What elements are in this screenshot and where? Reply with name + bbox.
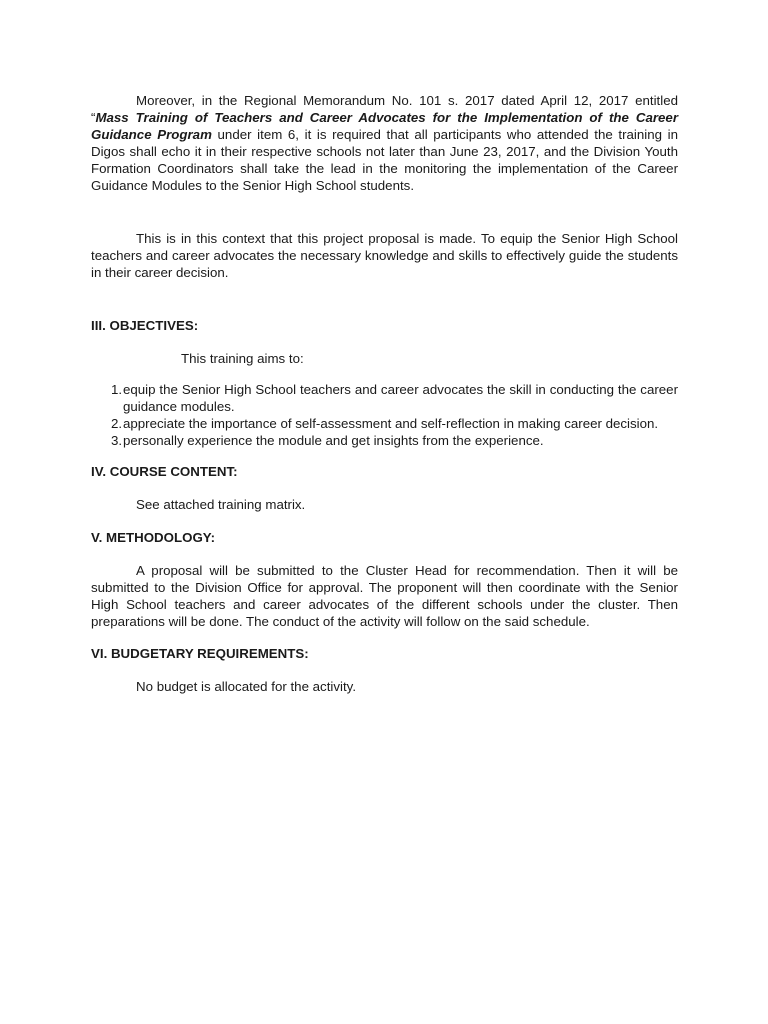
list-item: [91, 381, 678, 415]
methodology-text: A proposal will be submitted to the Cluster Head for recommendation. Then it will be submitted to the Division Office for approval. The proponent will then coordinate with the Senior High School teachers and career advocates of the different schools under the cluster. Then preparations will be done. The conduct of the activity will follow on the said schedule.: [91, 563, 678, 629]
list-item-number: 2.: [111, 416, 123, 431]
memorandum-suffix: under item 6, it is required that all participants who attended the training in Digos shall echo it in their respective schools not later than June 23, 2017, and the Division Youth Formation Coordinators shall take the lead in the monitoring the implementation of the Career Guidance Modules to the Senior High School students.: [91, 127, 678, 193]
list-item-text: appreciate the importance of self-assessment and self-reflection in making career decision.: [123, 416, 659, 431]
course-content-heading: IV. COURSE CONTENT:: [91, 464, 238, 479]
memorandum-paragraph: [91, 92, 678, 194]
list-item-text: personally experience the module and get insights from the experience.: [123, 433, 544, 448]
list-item-number: 3.: [111, 433, 123, 448]
course-content-text: See attached training matrix.: [136, 497, 306, 512]
objectives-list: [91, 381, 678, 449]
objectives-heading: III. OBJECTIVES:: [91, 318, 199, 333]
budget-text: No budget is allocated for the activity.: [136, 679, 357, 694]
methodology-heading: V. METHODOLOGY:: [91, 530, 216, 545]
memorandum-prefix: Moreover, in the Regional Memorandum No. 101 s. 2017 dated April 12, 2017 entitled “: [91, 93, 678, 125]
list-item: [91, 432, 678, 449]
budget-heading: VI. BUDGETARY REQUIREMENTS:: [91, 646, 309, 661]
list-item-text: equip the Senior High School teachers and career advocates the skill in conducting the career guidance modules.: [123, 382, 678, 414]
objectives-intro: This training aims to:: [181, 351, 304, 366]
context-paragraph: This is in this context that this project proposal is made. To equip the Senior High School teachers and career advocates the necessary knowledge and skills to effectively guide the students in their career decision.: [91, 231, 678, 280]
document-body: [91, 92, 678, 695]
memorandum-title: Mass Training of Teachers and Career Advocates for the Implementation of the Career Guidance Program: [91, 110, 678, 142]
list-item-number: 1.: [111, 382, 123, 397]
list-item: [91, 415, 678, 432]
